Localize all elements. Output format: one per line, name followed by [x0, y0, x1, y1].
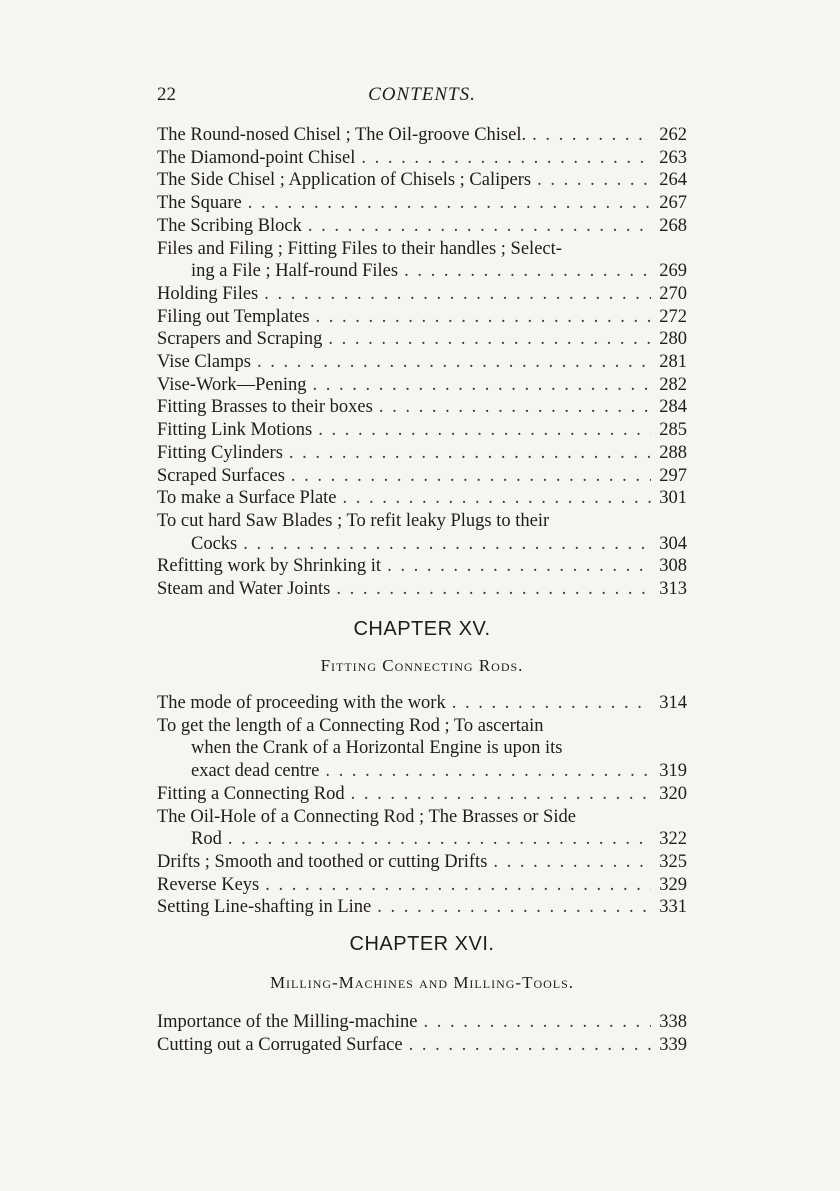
dot-leader [351, 783, 651, 806]
toc-page-number: 281 [659, 352, 687, 373]
dot-leader [318, 419, 651, 442]
toc-page-number: 329 [659, 874, 687, 895]
toc-entry [157, 238, 687, 283]
dot-leader [264, 283, 651, 306]
toc-entry-title: when the Crank of a Horizontal Engine is upon its [191, 738, 563, 759]
toc-entry-title: Fitting Cylinders [157, 442, 283, 463]
dot-leader [361, 147, 651, 170]
toc-entry-title: Fitting Link Motions [157, 420, 313, 441]
toc-entry-title: The mode of proceeding with the work [157, 693, 446, 713]
dot-leader [308, 215, 651, 238]
dot-leader [387, 555, 651, 578]
toc-entry [157, 442, 687, 465]
dot-leader [265, 874, 651, 897]
chapter-subtitle: Fitting Connecting Rods. [320, 656, 524, 675]
toc-entry-title: Scrapers and Scraping [157, 329, 323, 350]
toc-entry [157, 215, 687, 238]
dot-leader [493, 851, 651, 874]
dot-leader [379, 396, 651, 419]
dot-leader [377, 896, 651, 919]
dot-leader [537, 169, 651, 192]
toc-entry [157, 1034, 687, 1057]
toc-entry-title: The Scribing Block [157, 215, 302, 236]
running-title: CONTENTS. [368, 84, 476, 105]
dot-leader [228, 828, 651, 851]
toc-page-number: 304 [659, 533, 687, 554]
toc-page-number: 263 [659, 147, 687, 168]
toc-page-number: 284 [659, 397, 687, 418]
toc-entry [157, 374, 687, 397]
toc-entry-title: Files and Filing ; Fitting Files to their handles ; Select- [157, 238, 562, 259]
toc-entry [157, 896, 687, 919]
dot-leader [291, 465, 651, 488]
toc-page-number: 338 [659, 1012, 687, 1032]
toc-page-number: 282 [659, 374, 687, 395]
toc-page-number: 262 [659, 125, 687, 145]
toc-page-number: 264 [659, 170, 687, 191]
toc-entry-title: Drifts ; Smooth and toothed or cutting Drifts [157, 851, 488, 872]
page-header [157, 84, 687, 108]
chapter-heading: CHAPTER XVI. [349, 933, 495, 955]
toc-page-number: 325 [659, 851, 687, 872]
toc-page-number: 272 [659, 306, 687, 327]
dot-leader [532, 124, 651, 147]
toc-entry-title: Holding Files [157, 283, 259, 304]
toc-entry-title: The Square [157, 193, 242, 214]
toc-page-number: 313 [659, 579, 687, 600]
toc-page-number: 301 [659, 488, 687, 509]
toc-entry-title: Fitting Brasses to their boxes [157, 397, 373, 418]
toc-entry-title: To make a Surface Plate [157, 488, 337, 509]
toc-entry-title: Cutting out a Corrugated Surface [157, 1034, 403, 1055]
toc-entry [157, 351, 687, 374]
toc-entry [157, 487, 687, 510]
toc-page-number: 268 [659, 215, 687, 236]
toc-entry-title: Steam and Water Joints [157, 579, 331, 600]
dot-leader [257, 351, 651, 374]
toc-page-number: 322 [659, 829, 687, 850]
toc-entry-title: Cocks [191, 533, 238, 554]
chapter-heading: CHAPTER XV. [353, 618, 491, 640]
toc-entry-title: Rod [191, 829, 222, 850]
page-number: 22 [157, 84, 176, 105]
toc-entry-title: Refitting work by Shrinking it [157, 556, 382, 577]
toc-entry [157, 306, 687, 329]
toc-page-number: 267 [659, 193, 687, 214]
dot-leader [336, 578, 651, 601]
toc-entry-title: Scraped Surfaces [157, 465, 285, 486]
toc-entry [157, 283, 687, 306]
toc-entry-title: The Round-nosed Chisel ; The Oil-groove Chisel. [157, 125, 527, 145]
toc-entry [157, 851, 687, 874]
toc-entry [157, 192, 687, 215]
toc-page-number: 308 [659, 556, 687, 577]
toc-page-number: 280 [659, 329, 687, 350]
dot-leader [343, 487, 651, 510]
toc-list [157, 1011, 687, 1056]
toc-entry [157, 396, 687, 419]
toc-entry-title: Setting Line-shafting in Line [157, 897, 372, 918]
toc-entry [157, 806, 687, 851]
toc-list [157, 124, 687, 601]
toc-entry [157, 715, 687, 783]
toc-entry-title: The Side Chisel ; Application of Chisels ; Calipers [157, 170, 532, 191]
dot-leader [452, 692, 651, 715]
dot-leader [328, 328, 651, 351]
toc-entry-title: Filing out Templates [157, 306, 310, 327]
toc-page-number: 285 [659, 420, 687, 441]
toc-page-number: 320 [659, 783, 687, 804]
toc-entry [157, 578, 687, 601]
toc-entry [157, 692, 687, 715]
dot-leader [289, 442, 651, 465]
toc-entry-title: Vise-Work—Pening [157, 374, 307, 395]
toc-entry-title: To cut hard Saw Blades ; To refit leaky Plugs to their [157, 510, 550, 531]
dot-leader [325, 760, 651, 783]
toc-page-number: 288 [659, 442, 687, 463]
toc-entry [157, 419, 687, 442]
toc-entry [157, 783, 687, 806]
dot-leader [316, 306, 651, 329]
toc-entry-title: Vise Clamps [157, 352, 251, 373]
toc-entry [157, 465, 687, 488]
toc-entry [157, 1011, 687, 1034]
dot-leader [243, 533, 651, 556]
toc-entry-title: Reverse Keys [157, 874, 260, 895]
toc-page-number: 269 [659, 261, 687, 282]
toc-entry [157, 147, 687, 170]
toc-entry [157, 555, 687, 578]
toc-page-number: 270 [659, 283, 687, 304]
toc-entry [157, 328, 687, 351]
chapter-subtitle: Milling-Machines and Milling-Tools. [269, 973, 575, 992]
toc-entry-title: Importance of the Milling-machine [157, 1012, 418, 1032]
toc-entry-title: The Diamond-point Chisel [157, 147, 356, 168]
dot-leader [409, 1034, 651, 1057]
dot-leader [248, 192, 651, 215]
toc-page-number: 314 [659, 693, 687, 713]
dot-leader [423, 1011, 651, 1034]
dot-leader [313, 374, 652, 397]
dot-leader [404, 260, 651, 283]
toc-entry-title: Fitting a Connecting Rod [157, 783, 345, 804]
toc-page-number: 339 [659, 1034, 687, 1055]
toc-entry [157, 510, 687, 555]
toc-entry-title: ing a File ; Half-round Files [191, 261, 399, 282]
toc-entry [157, 124, 687, 147]
toc-entry [157, 874, 687, 897]
toc-entry [157, 169, 687, 192]
toc-page-number: 331 [659, 897, 687, 918]
toc-list [157, 692, 687, 919]
toc-page-number: 319 [659, 761, 687, 782]
toc-page-number: 297 [659, 465, 687, 486]
toc-entry-title: To get the length of a Connecting Rod ; To ascertain [157, 715, 544, 736]
toc-entry-title: The Oil-Hole of a Connecting Rod ; The Brasses or Side [157, 806, 576, 827]
toc-entry-title: exact dead centre [191, 761, 320, 782]
